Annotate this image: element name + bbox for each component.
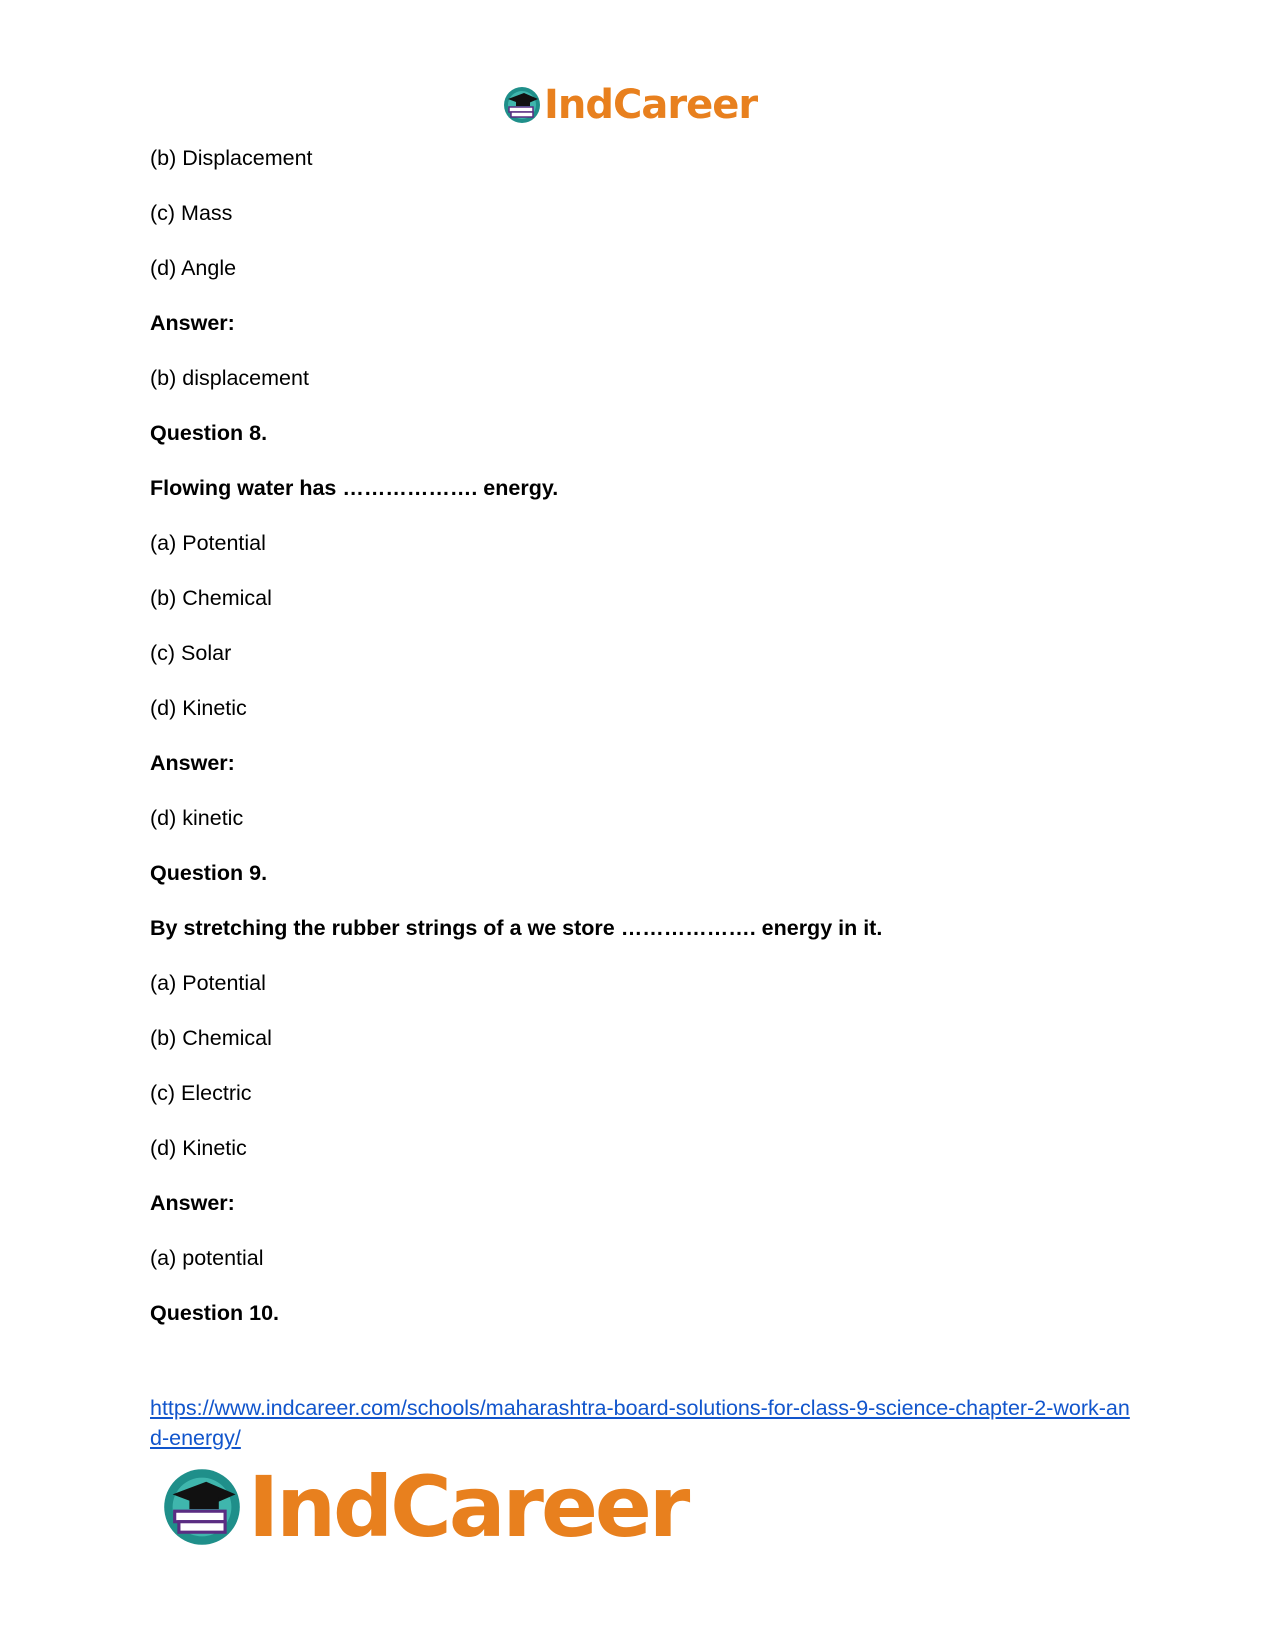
answer-heading: Answer:: [150, 751, 235, 775]
option-line: (a) Potential: [150, 971, 266, 995]
answer-heading: Answer:: [150, 311, 235, 335]
footer-logo-text: IndCareer: [248, 1458, 688, 1556]
question-text: Flowing water has ………………. energy.: [150, 476, 559, 500]
option-line: (b) Chemical: [150, 1026, 272, 1050]
answer-text: (b) displacement: [150, 366, 309, 390]
option-line: (c) Mass: [150, 201, 233, 225]
source-link[interactable]: https://www.indcareer.com/schools/maharashtra-board-solutions-for-class-9-science-chapter-2-work-and-energy/: [150, 1396, 1130, 1450]
question-heading: Question 9.: [150, 861, 268, 885]
option-line: (b) Displacement: [150, 146, 313, 170]
option-line: (a) Potential: [150, 531, 266, 555]
graduation-cap-books-logo-icon: [160, 1465, 244, 1549]
question-heading: Question 8.: [150, 421, 268, 445]
footer-logo: [160, 1458, 700, 1556]
header-logo: [502, 80, 772, 130]
option-line: (b) Chemical: [150, 586, 272, 610]
answer-text: (a) potential: [150, 1246, 264, 1270]
answer-text: (d) kinetic: [150, 806, 244, 830]
question-heading: Question 10.: [150, 1301, 280, 1325]
option-line: (c) Electric: [150, 1081, 252, 1105]
header-logo-text: IndCareer: [544, 82, 758, 128]
option-line: (c) Solar: [150, 641, 232, 665]
question-text: By stretching the rubber strings of a we store ………………. energy in it.: [150, 916, 883, 940]
option-line: (d) Kinetic: [150, 1136, 247, 1160]
answer-heading: Answer:: [150, 1191, 235, 1215]
option-line: (d) Angle: [150, 256, 237, 280]
option-line: (d) Kinetic: [150, 696, 247, 720]
document-body: [150, 143, 1150, 1353]
graduation-cap-books-logo-icon: [502, 85, 542, 125]
